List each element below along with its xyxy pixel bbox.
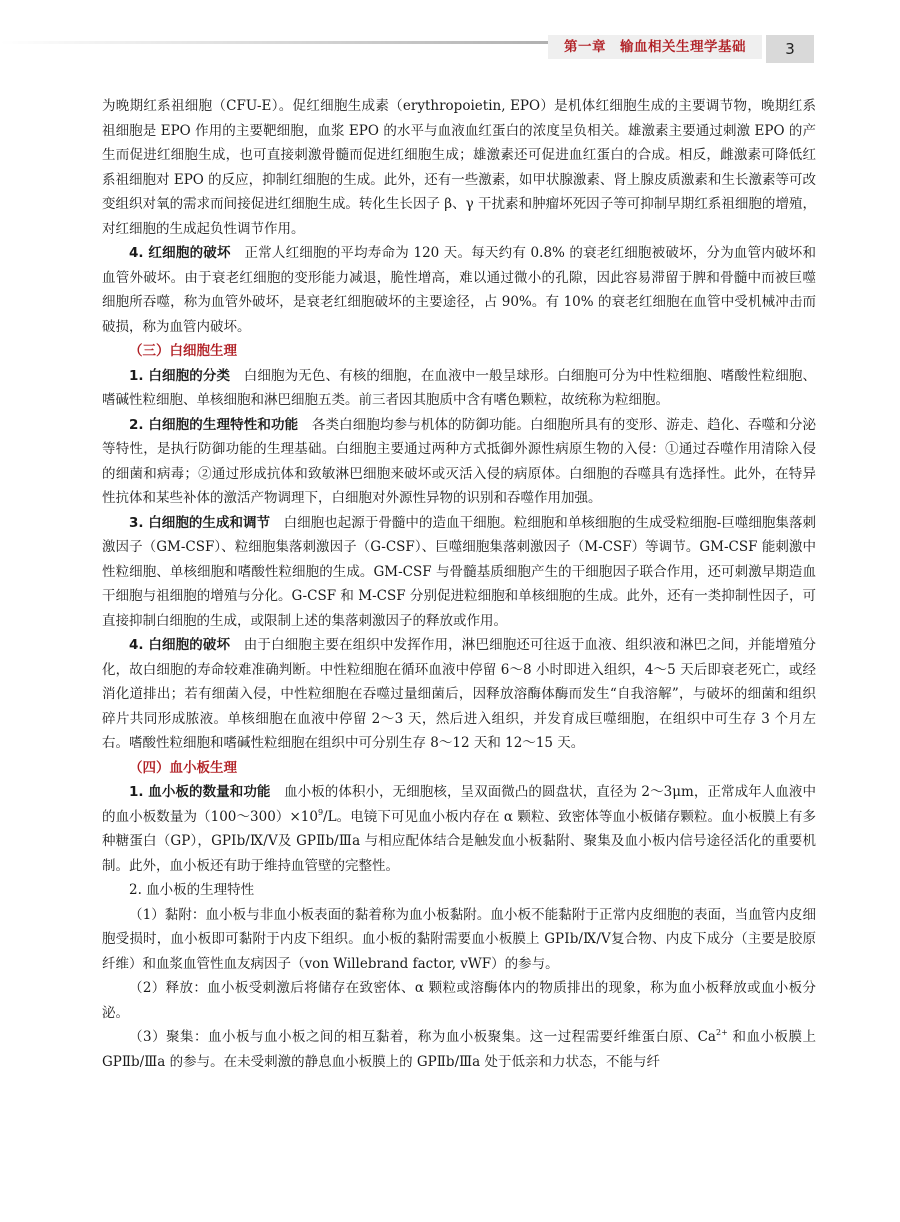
item-heading: 1. 血小板的数量和功能 bbox=[129, 784, 271, 800]
paragraph-text: 血小板的体积小，无细胞核，呈双面微凸的圆盘状，直径为 2～3μm，正常成年人血液中的血小板数量为（100～300）×10 bbox=[102, 784, 816, 825]
paragraph-text: 白细胞也起源于骨髓中的造血干细胞。粒细胞和单核细胞的生成受粒细胞-巨噬细胞集落刺激因子（GM-CSF）、粒细胞集落刺激因子（G-CSF）、巨噬细胞集落刺激因子（M-CSF）等调节。GM-CSF 能刺激中性粒细胞、单核细胞和嗜酸性粒细胞的生成。GM-CSF 与骨髓基质细胞产生的干细胞因子联合作用，还可刺激早期造血干细胞与祖细胞的增殖与分化。G-CSF 和 M-CSF 分别促进粒细胞和单核细胞的生成。此外，还有一类抑制性因子，可直接抑制白细胞的生成，或限制上述的集落刺激因子的释放或作用。 bbox=[102, 514, 816, 629]
paragraph-text: 各类白细胞均参与机体的防御功能。白细胞所具有的变形、游走、趋化、吞噬和分泌等特性，是执行防御功能的生理基础。白细胞主要通过两种方式抵御外源性病原生物的入侵：①通过吞噬作用清除入侵的细菌和病毒；②通过形成抗体和致敏淋巴细胞来破坏或灭活入侵的病原体。白细胞的吞噬具有选择性。此外，在特异性抗体和某些补体的激活产物调理下，白细胞对外源性异物的识别和吞噬作用加强。 bbox=[102, 416, 817, 506]
paragraph-text: 由于白细胞主要在组织中发挥作用，淋巴细胞还可往返于血液、组织液和淋巴之间，并能增殖分化，故白细胞的寿命较难准确判断。中性粒细胞在循环血液中停留 6～8 小时即进入组织，4～5 天后即衰老死亡，或经消化道排出；若有细菌入侵，中性粒细胞在吞噬过量细菌后，因释放溶酶体酶而发生“自我溶解”，与破坏的细菌和组织碎片共同形成脓液。单核细胞在血液中停留 2～3 天，然后进入组织，并发育成巨噬细胞，在组织中可生存 3 个月左右。嗜酸性粒细胞和嗜碱性粒细胞在组织中可分别生存 8～12 天和 12～15 天。 bbox=[102, 637, 817, 751]
superscript: 2+ bbox=[715, 1028, 728, 1037]
paragraph-text: /L。电镜下可见血小板内存在 α 颗粒、致密体等血小板储存颗粒。血小板膜上有多种糖蛋白（GP），GPⅠb/Ⅸ/Ⅴ及 GPⅡb/Ⅲa 与相应配体结合是触发血小板黏附、聚集及血小板内信号途径活化的重要机制。此外，血小板还有助于维持血管壁的完整性。 bbox=[102, 808, 817, 874]
paragraph bbox=[102, 633, 816, 756]
paragraph: 为晚期红系祖细胞（CFU-E）。促红细胞生成素（erythropoietin, EPO）是机体红细胞生成的主要调节物，晚期红系祖细胞是 EPO 作用的主要靶细胞，血浆 EPO 的水平与血液血红蛋白的浓度呈负相关。雄激素主要通过刺激 EPO 的产生而促进红细胞生成，也可直接刺激骨髓而促进红细胞生成；雄激素还可促进血红蛋白的合成。相反，雌激素可降低红系祖细胞对 EPO 的反应，抑制红细胞的生成。此外，还有一些激素，如甲状腺激素、肾上腺皮质激素和生长激素等可改变组织对氧的需求而间接促进红细胞生成。转化生长因子 β、γ 干扰素和肿瘤坏死因子等可抑制早期红系祖细胞的增殖，对红细胞的生成起负性调节作用。 bbox=[102, 98, 816, 237]
paragraph-text: （3）聚集：血小板与血小板之间的相互黏着，称为血小板聚集。这一过程需要纤维蛋白原、Ca bbox=[129, 1029, 716, 1045]
paragraph-text: 白细胞为无色、有核的细胞，在血液中一般呈球形。白细胞可分为中性粒细胞、嗜酸性粒细胞、嗜碱性粒细胞、单核细胞和淋巴细胞五类。前三者因其胞质中含有嗜色颗粒，故统称为粒细胞。 bbox=[102, 367, 817, 408]
paragraph bbox=[102, 511, 816, 634]
paragraph: （2）释放：血小板受刺激后将储存在致密体、α 颗粒或溶酶体内的物质排出的现象，称为血小板释放或血小板分泌。 bbox=[102, 980, 816, 1021]
paragraph bbox=[102, 413, 816, 511]
subheading: 2. 血小板的生理特性 bbox=[129, 882, 255, 898]
header-rule bbox=[0, 41, 548, 44]
superscript: 9 bbox=[317, 807, 324, 817]
item-heading: 3. 白细胞的生成和调节 bbox=[129, 514, 271, 531]
section-heading: （四）血小板生理 bbox=[129, 759, 237, 776]
paragraph-text: 和血小板膜上 GPⅡb/Ⅲa 的参与。在未受刺激的静息血小板膜上的 GPⅡb/Ⅲa 处于低亲和力状态，不能与纤 bbox=[102, 1029, 817, 1070]
body-text bbox=[102, 94, 816, 1074]
paragraph-text: 正常人红细胞的平均寿命为 120 天。每天约有 0.8% 的衰老红细胞被破坏，分为血管内破坏和血管外破坏。由于衰老红细胞的变形能力减退，脆性增高，难以通过微小的孔隙，因此容易滞留于脾和骨髓中而被巨噬细胞所吞噬，称为血管外破坏，是衰老红细胞破坏的主要途径，占 90%。有 10% 的衰老红细胞在血管中受机械冲击而破损，称为血管内破坏。 bbox=[102, 245, 816, 335]
paragraph bbox=[102, 1025, 816, 1074]
paragraph: （1）黏附：血小板与非血小板表面的黏着称为血小板黏附。血小板不能黏附于正常内皮细胞的表面，当血管内皮细胞受损时，血小板即可黏附于内皮下组织。血小板的黏附需要血小板膜上 GPⅠb/Ⅸ/Ⅴ复合物、内皮下成分（主要是胶原纤维）和血浆血管性血友病因子（von Willebrand factor, vWF）的参与。 bbox=[102, 906, 816, 972]
item-heading: 1. 白细胞的分类 bbox=[129, 367, 231, 384]
item-heading: 4. 红细胞的破坏 bbox=[129, 245, 231, 261]
paragraph bbox=[102, 780, 816, 878]
section-heading: （三）白细胞生理 bbox=[129, 343, 237, 359]
paragraph bbox=[102, 241, 816, 339]
running-header-chapter: 第一章 输血相关生理学基础 bbox=[548, 35, 762, 59]
item-heading: 4. 白细胞的破坏 bbox=[129, 637, 231, 653]
item-heading: 2. 白细胞的生理特性和功能 bbox=[129, 416, 299, 433]
paragraph bbox=[102, 364, 816, 413]
page-number: 3 bbox=[766, 35, 814, 63]
